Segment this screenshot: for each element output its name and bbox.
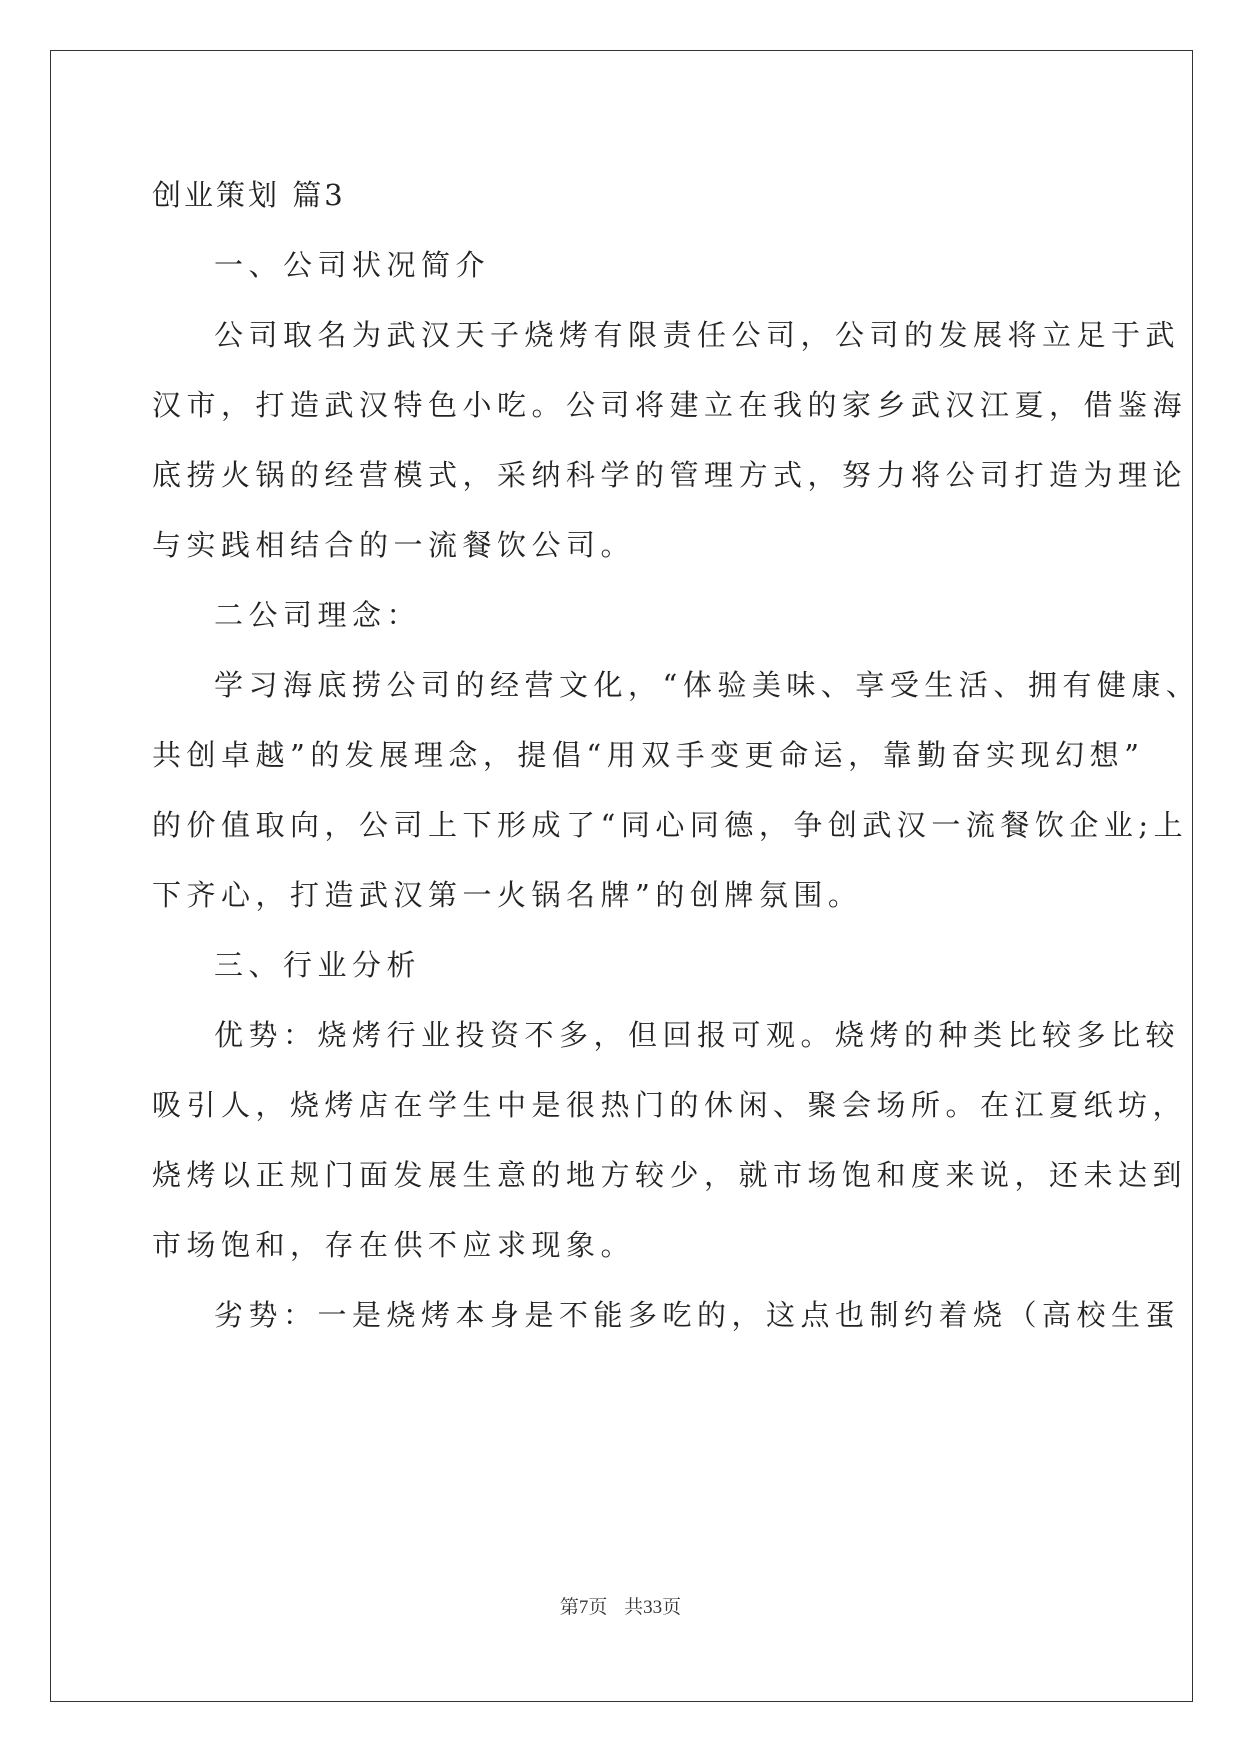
text-line: 学习海底捞公司的经营文化，“体验美味、享受生活、拥有健康、 [214, 668, 1201, 702]
page-total: 共33页 [624, 1597, 682, 1618]
document-body [152, 170, 1201, 1350]
text-line: 共创卓越”的发展理念，提倡“用双手变更命运，靠勤奋实现幻想” [152, 738, 1145, 772]
document-title: 创业策划 篇3 [152, 178, 346, 212]
text-line: 底捞火锅的经营模式，采纳科学的管理方式，努力将公司打造为理论 [152, 458, 1188, 492]
text-line: 下齐心，打造武汉第一火锅名牌”的创牌氛围。 [152, 878, 863, 912]
text-line: 烧烤以正规门面发展生意的地方较少，就市场饱和度来说，还未达到 [152, 1158, 1188, 1192]
text-line: 一、公司状况简介 [214, 248, 491, 282]
text-line: 三、行业分析 [214, 948, 422, 982]
page-footer [0, 1592, 1241, 1619]
text-line: 汉市，打造武汉特色小吃。公司将建立在我的家乡武汉江夏，借鉴海 [152, 388, 1188, 422]
text-line: 公司取名为武汉天子烧烤有限责任公司，公司的发展将立足于武 [214, 318, 1181, 352]
text-line: 的价值取向，公司上下形成了“同心同德，争创武汉一流餐饮企业;上 [152, 808, 1189, 842]
text-line: 优势：烧烤行业投资不多，但回报可观。烧烤的种类比较多比较 [214, 1018, 1181, 1052]
text-line: 劣势：一是烧烤本身是不能多吃的，这点也制约着烧（高校生蛋 [214, 1298, 1181, 1332]
text-line: 吸引人，烧烤店在学生中是很热门的休闲、聚会场所。在江夏纸坊， [152, 1088, 1188, 1122]
text-line: 二公司理念： [214, 598, 422, 632]
text-line: 与实践相结合的一流餐饮公司。 [152, 528, 636, 562]
text-line: 市场饱和，存在供不应求现象。 [152, 1228, 636, 1262]
page-number: 第7页 [559, 1597, 608, 1618]
